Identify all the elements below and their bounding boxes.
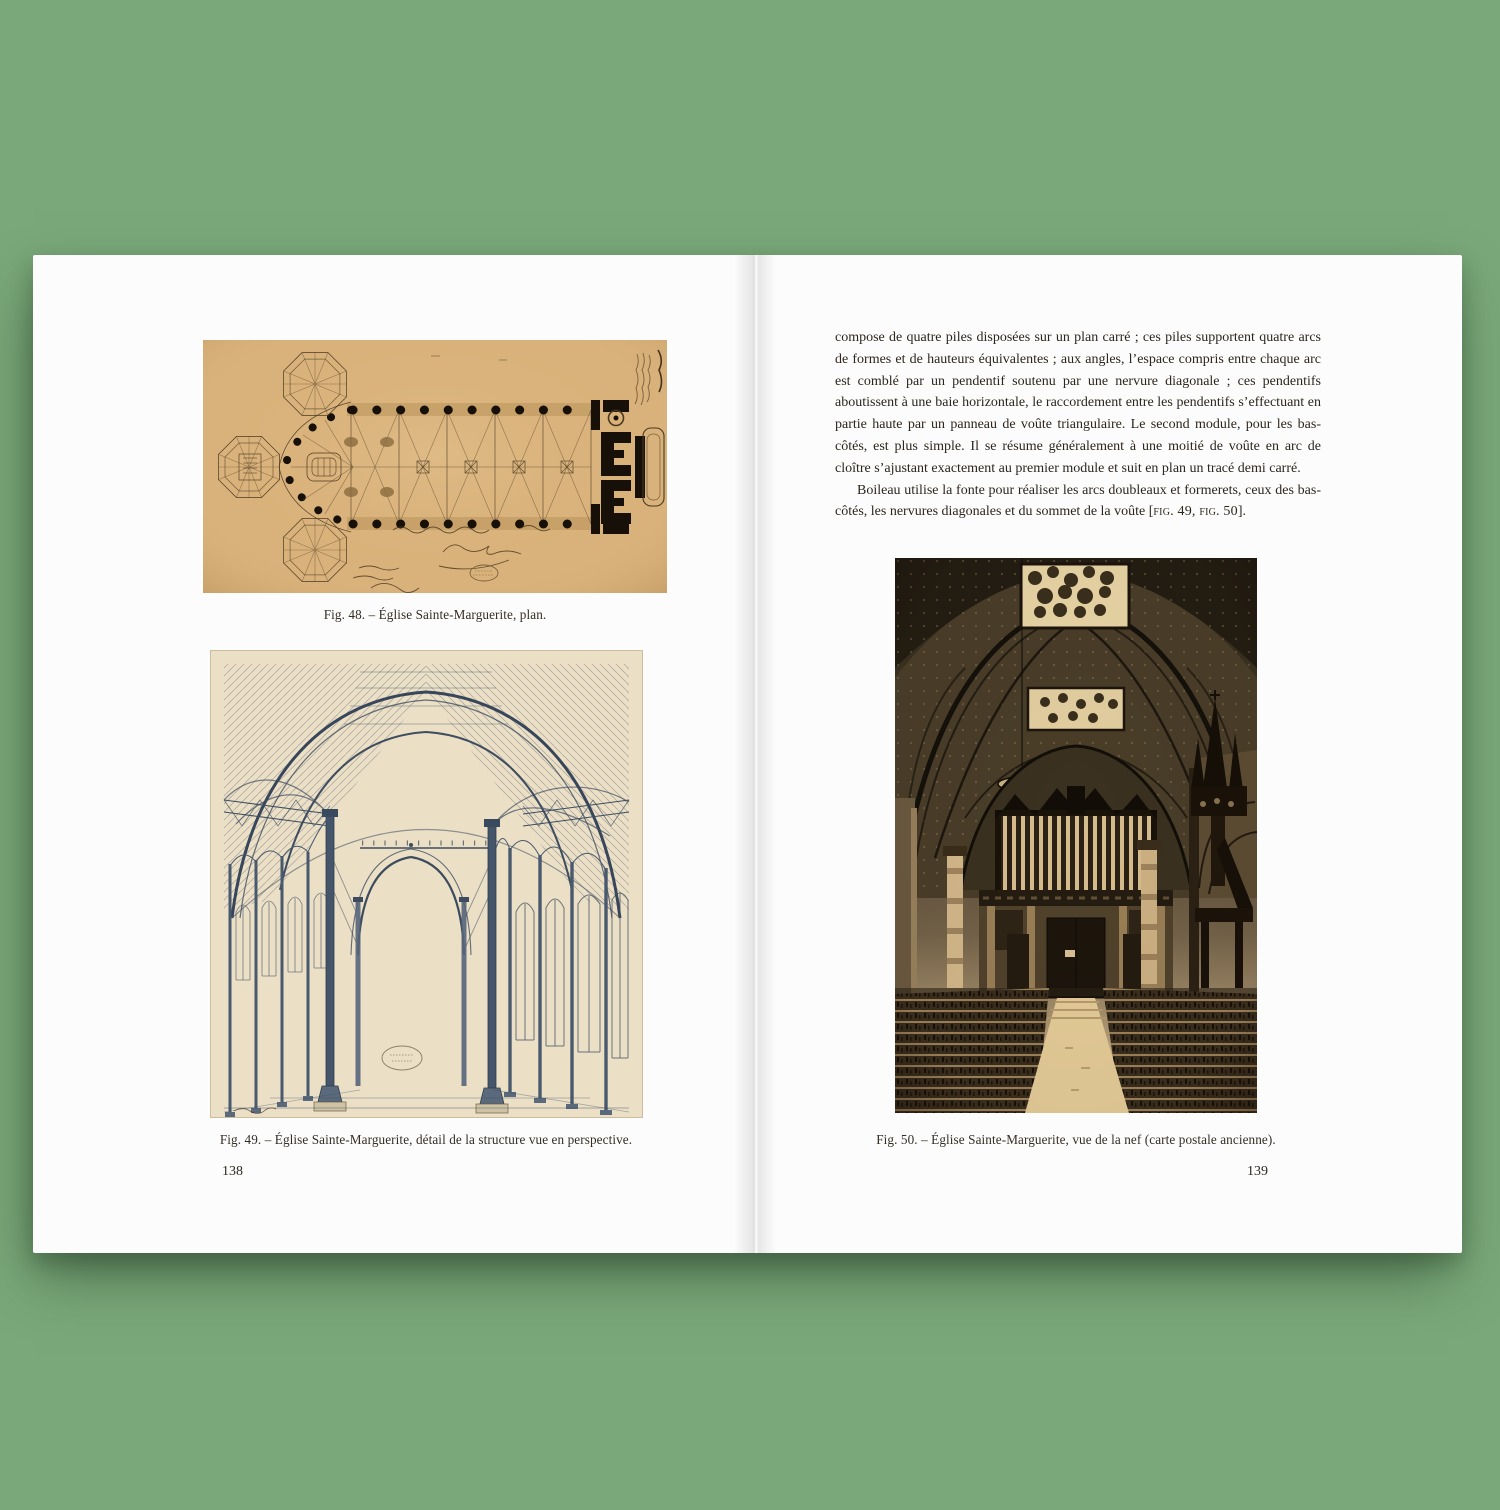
page-number-right: 139 <box>1247 1164 1268 1179</box>
figure-49-structure-perspective <box>210 650 643 1118</box>
fig49-structure-image <box>210 650 643 1118</box>
page-number-left: 138 <box>222 1164 243 1179</box>
body-text-block <box>835 327 1321 523</box>
figure-50-nave-photo <box>895 558 1257 1113</box>
fig50-nave-image <box>895 558 1257 1113</box>
body-paragraph-2-text: Boileau utilise la fonte pour réaliser les arcs doubleaux et formerets, ceux des bas-côtés, les nervures diagonales et du sommet de la voûte [ <box>835 482 1321 520</box>
figure-references: fig. 49, fig. 50 <box>1153 504 1238 520</box>
body-paragraph-2 <box>835 480 1321 524</box>
caption-fig48: Fig. 48. – Église Sainte-Marguerite, plan. <box>323 607 547 622</box>
book-gutter-shadow <box>734 255 776 1253</box>
figure-48-plan <box>203 340 667 593</box>
body-paragraph-1: compose de quatre piles disposées sur un plan carré ; ces piles supportent quatre arcs de formes et de hauteurs équivalentes ; aux angles, l’espace compris entre chaque arc est comblé par un pendentif soutenu par une nervure diagonale ; ces pendentifs aboutissent à une baie horizontale, le raccordement entre les pendentifs s’effectuant en partie haute par un panneau de voûte triangulaire. Le second module, pour les bas-côtés, est plus simple. Il se résume généralement à une moitié de voûte en arc de cloître s’ajustant exactement au premier module et suit en plan un tracé demi carré. <box>835 330 1321 476</box>
body-paragraph-2-end: ]. <box>1237 504 1247 520</box>
caption-fig49: Fig. 49. – Église Sainte-Marguerite, détail de la structure vue en perspective. <box>219 1132 633 1147</box>
book-spread <box>33 255 1462 1253</box>
fig48-plan-image <box>203 340 667 593</box>
caption-fig50: Fig. 50. – Église Sainte-Marguerite, vue de la nef (carte postale ancienne). <box>876 1132 1276 1147</box>
